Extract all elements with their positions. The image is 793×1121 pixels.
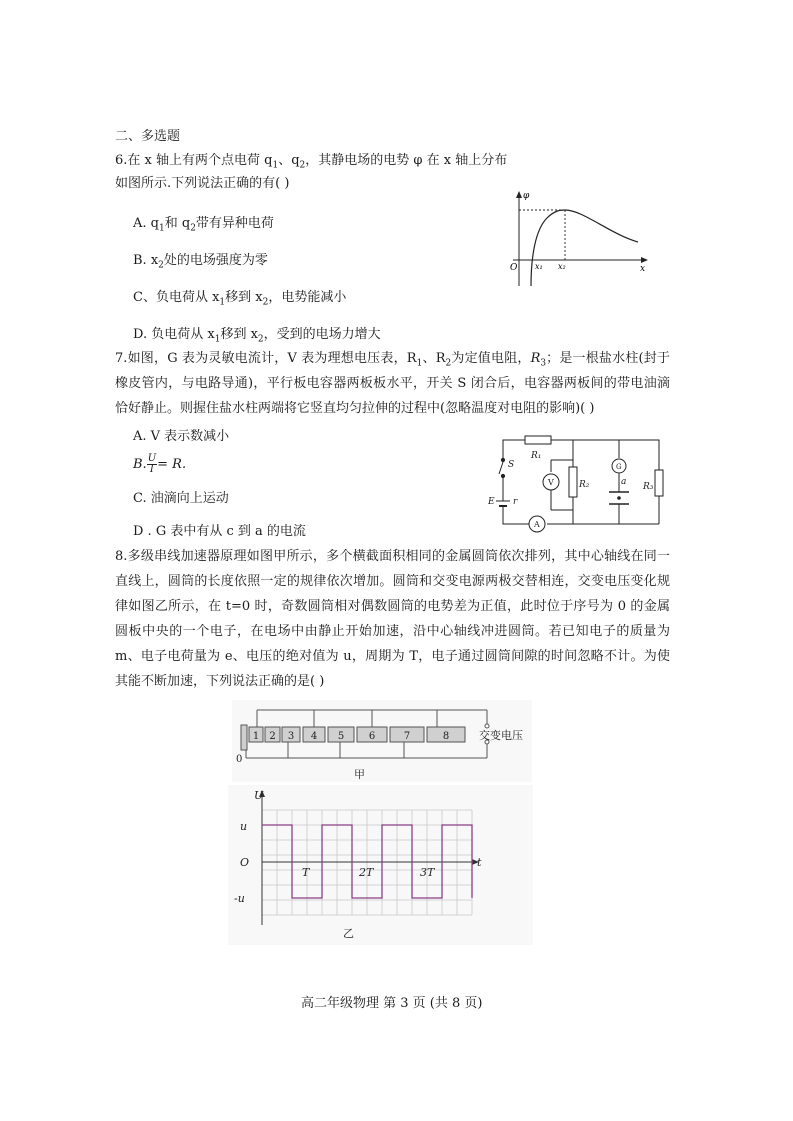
page-footer: 高二年级物理 第 3 页 (共 8 页): [301, 996, 483, 1011]
svg-text:R₃: R₃: [643, 482, 654, 492]
plate-0-label: 0: [236, 754, 243, 765]
tube-8: 8: [442, 731, 450, 742]
svg-text:R₂: R₂: [579, 480, 590, 490]
q7-stem: 7.如图，G 表为灵敏电流计，V 表为理想电压表，$R_1$、$R_2$为定值电阻，$R_3$；是一根盐水柱(封于橡皮管内，与电路导通)，平行板电容器两板板水平，开关 S 闭合后，电容器两板间的带电油滴恰好静止。则握住盐水柱两端将它竖直均匀拉伸的过程中(忽略温度对电阻的影响)( ): [115, 351, 670, 416]
q6-x-label: x: [640, 264, 646, 274]
ac-source-label: 交变电压: [479, 729, 523, 742]
q6-x1-label: x₁: [535, 262, 543, 271]
q7-resistor-r3: [655, 470, 663, 496]
q7-option-d[interactable]: D . G 表中有从 c 到 a 的电流: [133, 524, 306, 539]
q7-resistor-r1: [525, 436, 551, 444]
svg-text:V: V: [548, 478, 554, 487]
yi-neg-label: -u: [234, 892, 245, 905]
svg-text:a: a: [621, 477, 627, 487]
q6-option-d[interactable]: D. 负电荷从 $x_1$移到 $x_2$，受到的电场力增大: [133, 327, 381, 345]
tube-6: 6: [368, 731, 376, 742]
q6-stem-line2: 如图所示.下列说法正确的有( ): [115, 176, 290, 191]
q7-resistor-r2: [569, 467, 577, 497]
tube-7: 7: [403, 731, 411, 742]
svg-text:R₁: R₁: [531, 451, 542, 461]
q6-option-c[interactable]: C、负电荷从 $x_1$移到 $x_2$，电势能减小: [133, 290, 347, 308]
q8-voltage-graph: [228, 785, 533, 945]
tube-3: 3: [287, 731, 295, 742]
q8-accelerator-diagram: [232, 700, 532, 782]
q7-oil-drop: [618, 497, 621, 500]
yi-y-label: U: [254, 789, 264, 802]
figure-jia-caption: 甲: [354, 768, 365, 781]
q6-y-label: φ: [523, 191, 530, 201]
q6-origin-label: O: [510, 263, 518, 273]
svg-text:r: r: [513, 497, 518, 507]
q6-stem-line1: 6.在 x 轴上有两个点电荷 $q_1$、$q_2$，其静电场的电势 φ 在 x 轴上分布: [115, 153, 508, 171]
q7-circuit-diagram: [485, 432, 665, 532]
tube-4: 4: [310, 731, 318, 742]
figure-yi-caption: 乙: [343, 927, 354, 940]
tube-2: 2: [269, 731, 276, 742]
q8-stem: 8.多级串线加速器原理如图甲所示，多个横截面积相同的金属圆筒依次排列，其中心轴线在同一直线上，圆筒的长度依照一定的规律依次增加。圆筒和交变电源两极交替相连，交变电压变化规律如图乙所示，在 t=0 时，奇数圆筒相对偶数圆筒的电势差为正值，此时位于序号为 0 的金属圆板中央的一个电子，在电场中由静止开始加速，沿中心轴线冲进圆筒。若已知电子的质量为 m、电子电荷量为 e、电压的绝对值为 u，周期为 T，电子通过圆筒间隙的时间忽略不计。为使其能不断加速，下列说法正确的是( ): [115, 549, 670, 689]
tube-1: 1: [252, 731, 260, 742]
q7-option-b[interactable]: B. $\frac{U}{I}$ = R.: [133, 453, 187, 475]
yi-pos-label: u: [240, 820, 248, 833]
svg-text:A: A: [534, 520, 540, 529]
svg-text:S: S: [508, 460, 515, 470]
svg-text:E: E: [488, 497, 495, 507]
svg-text:G: G: [616, 463, 622, 471]
yi-tick-3t: 3T: [420, 866, 435, 879]
q7-option-a[interactable]: A. V 表示数减小: [133, 429, 230, 444]
q6-option-a[interactable]: A. $q_1$和 $q_2$带有异种电荷: [133, 216, 274, 234]
yi-x-label: t: [477, 856, 482, 869]
q7-option-c[interactable]: C. 油滴向上运动: [133, 491, 229, 506]
tube-5: 5: [337, 731, 345, 742]
q6-x2-label: x₂: [558, 262, 566, 271]
yi-tick-t: T: [302, 866, 310, 879]
section-title: 二、多选题: [115, 129, 181, 144]
yi-tick-2t: 2T: [359, 866, 374, 879]
q6-potential-graph: [505, 188, 650, 290]
yi-origin-label: O: [240, 856, 250, 869]
q6-option-b[interactable]: B. $x_2$处的电场强度为零: [133, 253, 268, 271]
